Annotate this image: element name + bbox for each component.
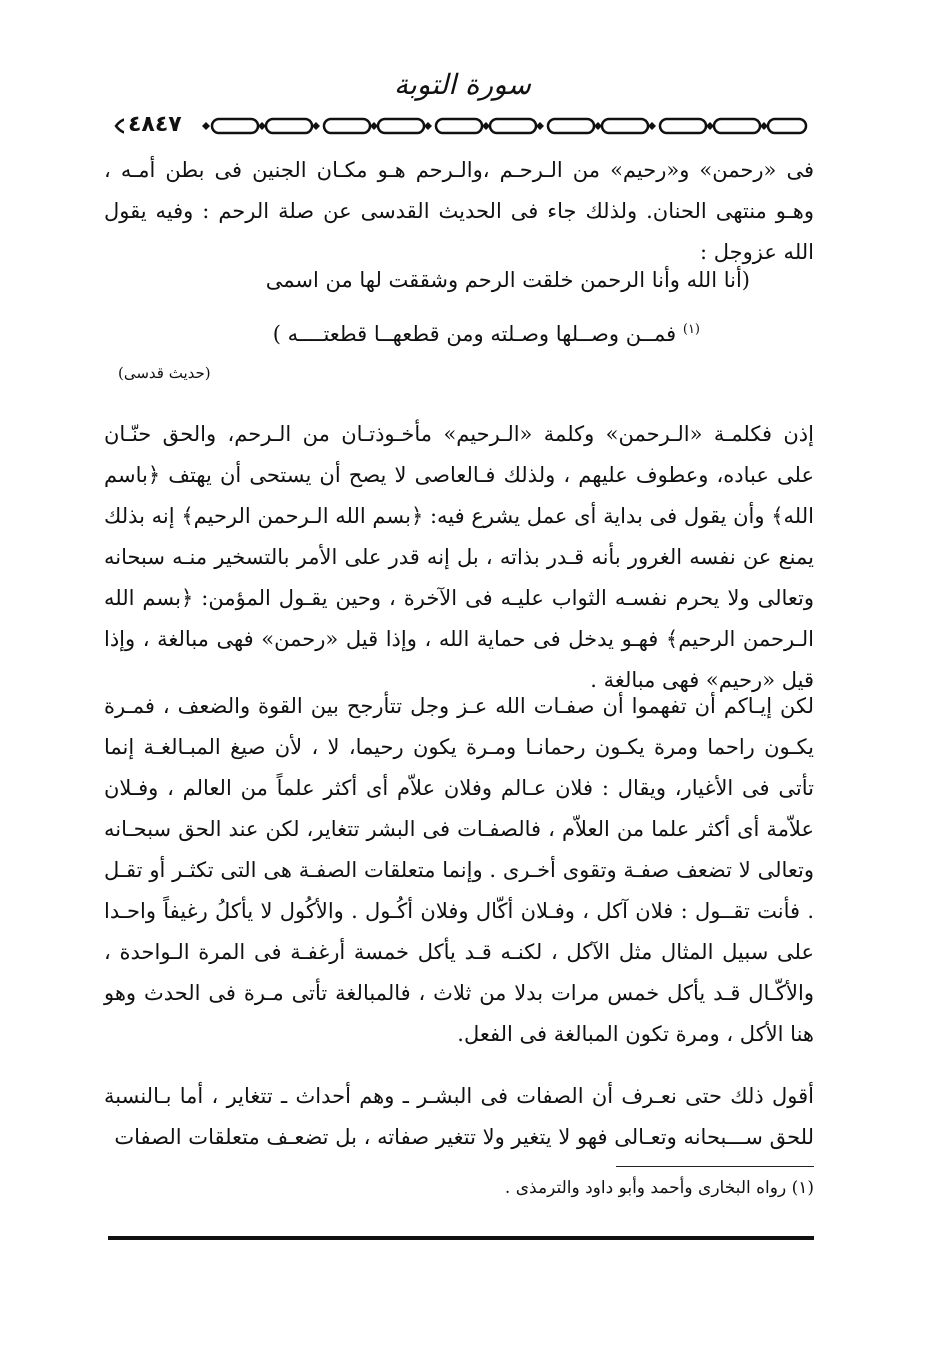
footnote-divider — [616, 1166, 814, 1167]
page-number: ٤٨٤٧ — [124, 112, 186, 137]
hadith-attribution: (حديث قدسى) — [118, 364, 211, 382]
ornament-bar — [112, 114, 812, 138]
hadith-quote-line-2-text: فمــن وصــلها وصـلته ومن قطعهــا قطعتــــه ) — [272, 322, 677, 346]
bottom-rule — [108, 1236, 814, 1240]
footnote-text: (١) رواه البخارى وأحمد وأبو داود والترمذى . — [504, 1178, 814, 1198]
paragraph-4: أقول ذلك حتى نعـرف أن الصفات فى البشـر ـ وهم أحداث ـ تتغاير ، أما بـالنسبة للحق ســـبحانه وتعـالى فهو لا يتغير ولا تتغير صفاته ، بل تضعـف متعلقات الصفات — [104, 1084, 814, 1149]
hadith-quote-line-1: (أنا الله وأنا الرحمن خلقت الرحم وشققت لها من اسمى — [265, 268, 750, 292]
ornament-border — [112, 114, 812, 138]
footnote-reference: (١) — [682, 322, 700, 337]
surah-title: سورة التوبة — [393, 68, 532, 101]
hadith-quote-line-2 — [160, 306, 700, 358]
paragraph-2: إذن فكلمـة «الـرحمن» وكلمة «الـرحيم» مأخـوذتـان من الـرحم، والحق حنّـان على عباده، وعطوف عليهم ، ولذلك فـالعاصى لا يصح أن يستحى أن يهتف ﴿باسم الله﴾ وأن يقول فى بداية أى عمل يشرع فيه: ﴿بسم الله الـرحمن الرحيم﴾ إنه بذلك يمنع عن نفسه الغرور بأنه قـدر بذاته ، بل إنه قدر على الأمر بالتسخير منـه سبحانه وتعالى ولا يحرم نفسـه الثواب عليـه فى الآخرة ، وحين يقـول المؤمن: ﴿بسم الله الـرحمن الرحيم﴾ فهـو يدخل فى حماية الله ، وإذا قيل «رحمن» فهى مبالغة ، وإذا قيل «رحيم» فهى مبالغة . — [104, 422, 814, 692]
paragraph-1: فى «رحمن» و«رحيم» من الـرحـم ،والـرحم هـو مكـان الجنين فى بطن أمـه ، وهـو منتهى الحنان. ولذلك جاء فى الحديث القدسى عن صلة الرحم : وفيه يقول الله عزوجل : — [104, 158, 814, 264]
paragraph-3: لكن إيـاكم أن تفهموا أن صفـات الله عـز وجل تتأرجح بين القوة والضعف ، فمـرة يكـون راحما ومرة يكـون رحمانـا ومـرة يكون رحيما، لا ، لأن صيغ المبـالغـة إنما تأتى فى الأغيار، ويقال : فلان عـالم وفلان علاّم أى أكثر علماً من العالم ، وفـلان علاّمة أى أكثر علما من العلاّم ، فالصفـات فى البشر تتغاير، لكن عند الحق سبحـانه وتعالى لا تضعف صفـة وتقوى أخـرى . وإنما متعلقات الصفـة هى التى تكثـر أو تقـل . فأنت تقــول : فلان آكل ، وفـلان أكّال وفلان أكُـول . والأكُول لا يأكلُ رغيفاً واحـدا على سبيل المثال مثل الآكل ، لكنـه قـد يأكل خمسة أرغفـة فى المرة الـواحدة ، والأكّـال قـد يأكل خمس مرات بدلا من ثلاث ، فالمبالغة تأتى مـرة فى الحدث وهو هنا الأكل ، ومرة تكون المبالغة فى الفعل. — [104, 694, 814, 1046]
